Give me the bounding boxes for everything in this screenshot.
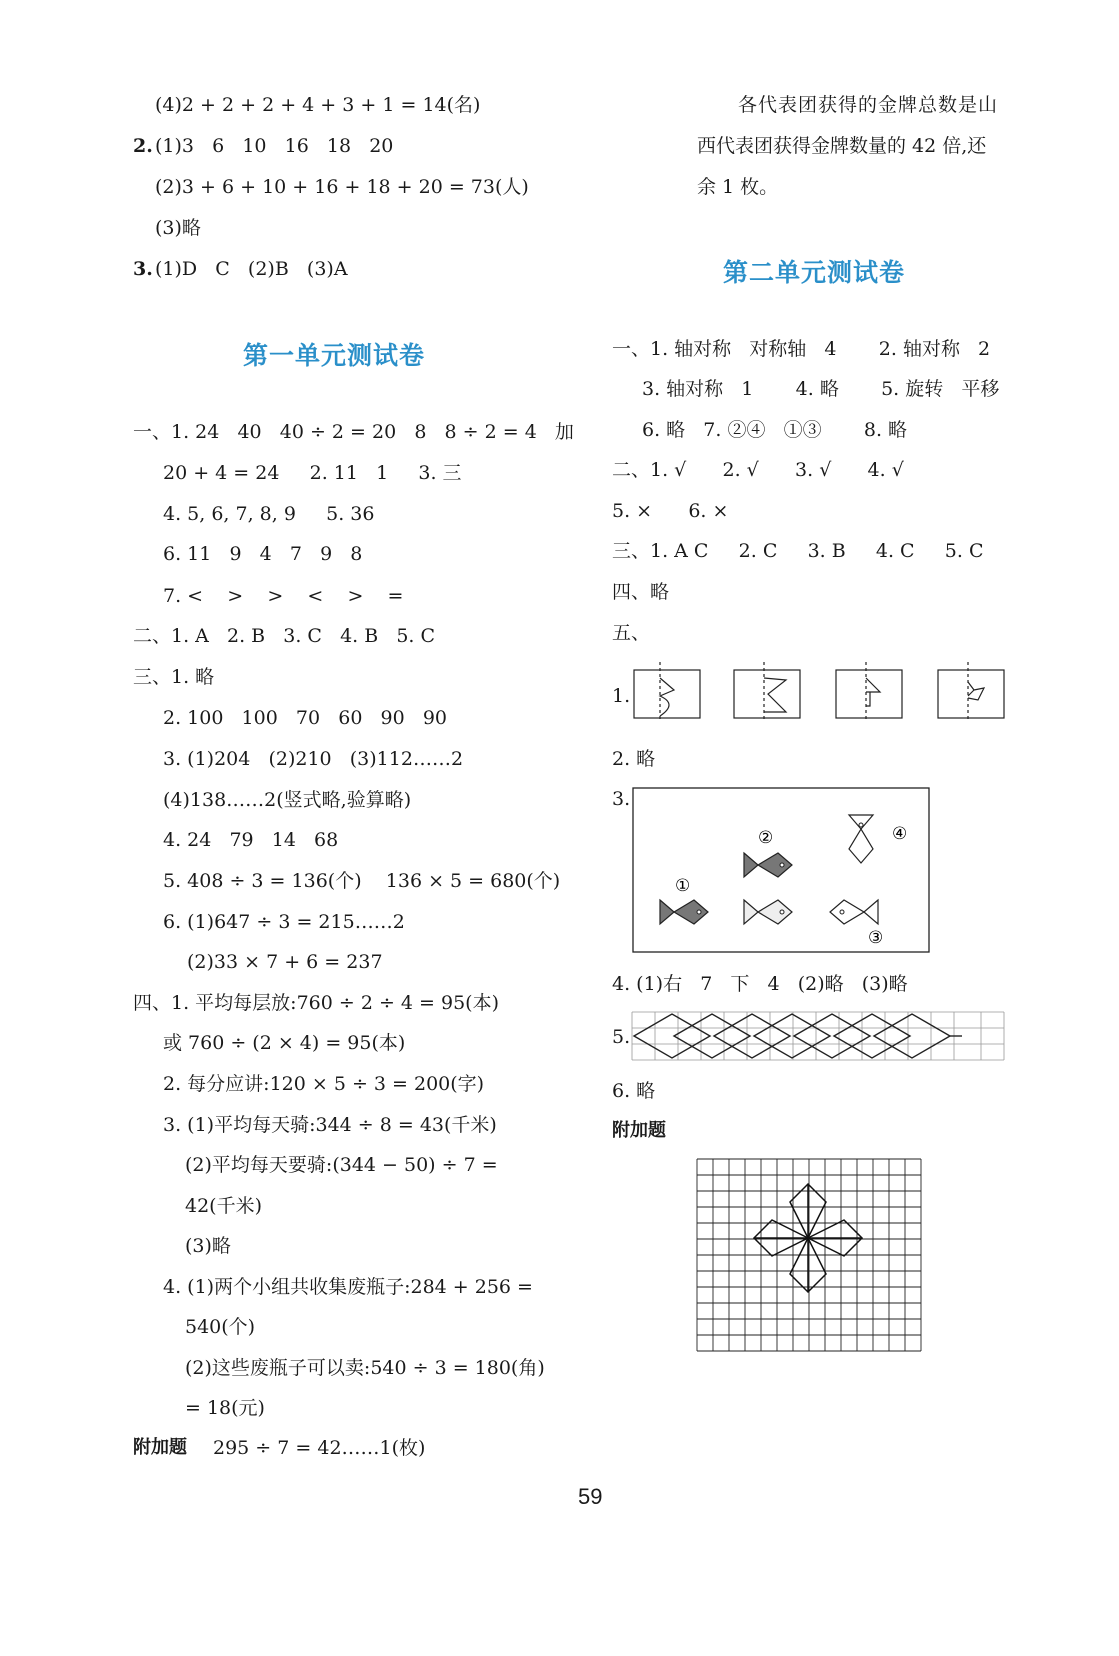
fish-4 bbox=[849, 815, 873, 863]
answer-line: 3. (1)204 (2)210 (3)112……2 bbox=[163, 748, 464, 770]
answer-line: 6. 略 bbox=[612, 1080, 656, 1102]
symmetry-figures bbox=[630, 660, 1010, 722]
fish-label: ① bbox=[675, 876, 691, 896]
answer-line: 3. bbox=[612, 788, 631, 810]
bonus-grid-figure bbox=[696, 1158, 922, 1352]
figure-shape bbox=[764, 678, 786, 712]
answer-line: 西代表团获得金牌数量的 42 倍,还 bbox=[697, 135, 987, 157]
bonus-label: 附加题 bbox=[612, 1120, 666, 1141]
answer-line: 3. 轴对称 1 4. 略 5. 旋转 平移 bbox=[642, 378, 1000, 400]
answer-line: 5. × 6. × bbox=[612, 500, 729, 522]
answer-line: 5. 408 ÷ 3 = 136(个) 136 × 5 = 680(个) bbox=[163, 870, 561, 892]
answer-line: 2. 每分应讲:120 × 5 ÷ 3 = 200(字) bbox=[163, 1073, 485, 1095]
figure-box bbox=[938, 670, 1004, 718]
answer-line: 各代表团获得的金牌总数是山 bbox=[738, 94, 999, 116]
answer-line: 4. (1)两个小组共收集废瓶子:284 + 256 = bbox=[163, 1276, 533, 1298]
fish-2-image bbox=[744, 900, 792, 924]
answer-line: 295 ÷ 7 = 42……1(枚) bbox=[213, 1437, 426, 1459]
answer-line: 6. 11 9 4 7 9 8 bbox=[163, 543, 363, 565]
fish-figure bbox=[632, 787, 930, 953]
figure-shape bbox=[866, 678, 880, 706]
fish-label: ④ bbox=[892, 824, 908, 844]
answer-line: (2)33 × 7 + 6 = 237 bbox=[187, 951, 383, 973]
answer-line: 6. (1)647 ÷ 3 = 215……2 bbox=[163, 911, 405, 933]
answer-line: (4)138……2(竖式略,验算略) bbox=[163, 789, 412, 811]
answer-line: (3)略 bbox=[155, 217, 201, 239]
answer-line: 4. 24 79 14 68 bbox=[163, 829, 339, 851]
answer-line: (2)平均每天要骑:(344 − 50) ÷ 7 = bbox=[185, 1154, 498, 1176]
answer-line: 三、1. A C 2. C 3. B 4. C 5. C bbox=[612, 540, 984, 562]
bonus-label: 附加题 bbox=[133, 1437, 187, 1458]
rhombus-pattern bbox=[632, 1012, 1006, 1060]
unit2-title: 第二单元测试卷 bbox=[723, 258, 906, 287]
fish-3 bbox=[830, 900, 878, 924]
answer-line: 3. (1)平均每天骑:344 ÷ 8 = 43(千米) bbox=[163, 1114, 497, 1136]
answer-line: 4. 5, 6, 7, 8, 9 5. 36 bbox=[163, 503, 375, 525]
answer-line: 2. 略 bbox=[612, 748, 656, 770]
question-number: 3. bbox=[133, 258, 153, 280]
answer-line: 4. (1)右 7 下 4 (2)略 (3)略 bbox=[612, 973, 908, 995]
answer-line: = 18(元) bbox=[185, 1397, 265, 1419]
figure-shape bbox=[968, 682, 984, 700]
unit1-title: 第一单元测试卷 bbox=[243, 341, 426, 370]
answer-line: 五、 bbox=[612, 622, 651, 644]
figure-box bbox=[836, 670, 902, 718]
answer-line: 42(千米) bbox=[185, 1195, 263, 1217]
answer-line: 5. bbox=[612, 1026, 631, 1048]
answer-line: 7. < > > < > = bbox=[163, 585, 404, 607]
answer-line: 三、1. 略 bbox=[133, 666, 215, 688]
answer-line: 或 760 ÷ (2 × 4) = 95(本) bbox=[163, 1032, 406, 1054]
answer-line: 一、1. 轴对称 对称轴 4 2. 轴对称 2 bbox=[612, 338, 991, 360]
answer-line: (1)D C (2)B (3)A bbox=[155, 258, 348, 280]
answer-line: 540(个) bbox=[185, 1316, 256, 1338]
answer-line: 二、1. A 2. B 3. C 4. B 5. C bbox=[133, 625, 436, 647]
fish-2 bbox=[744, 853, 792, 877]
figure-shape bbox=[660, 678, 674, 716]
figure-box bbox=[734, 670, 800, 718]
answer-line: 余 1 枚。 bbox=[697, 176, 779, 198]
answer-line: (2)这些废瓶子可以卖:540 ÷ 3 = 180(角) bbox=[185, 1357, 545, 1379]
question-number: 2. bbox=[133, 135, 153, 157]
answer-line: 四、略 bbox=[612, 581, 670, 603]
fish-label: ③ bbox=[868, 928, 884, 948]
answer-line: (4)2 + 2 + 2 + 4 + 3 + 1 = 14(名) bbox=[155, 94, 481, 116]
answer-line: 四、1. 平均每层放:760 ÷ 2 ÷ 4 = 95(本) bbox=[133, 992, 500, 1014]
answer-line: 一、1. 24 40 40 ÷ 2 = 20 8 8 ÷ 2 = 4 加 bbox=[133, 421, 574, 443]
answer-line: (1)3 6 10 16 18 20 bbox=[155, 135, 394, 157]
answer-line: (2)3 + 6 + 10 + 16 + 18 + 20 = 73(人) bbox=[155, 176, 529, 198]
answer-line: 1. bbox=[612, 685, 631, 707]
answer-line: 2. 100 100 70 60 90 90 bbox=[163, 707, 447, 729]
answer-line: 二、1. √ 2. √ 3. √ 4. √ bbox=[612, 459, 904, 481]
answer-line: 6. 略 7. ②④ ①③ 8. 略 bbox=[642, 419, 908, 441]
answer-line: 20 + 4 = 24 2. 11 1 3. 三 bbox=[163, 462, 462, 484]
page-number: 59 bbox=[578, 1484, 603, 1509]
answer-line: (3)略 bbox=[185, 1235, 231, 1257]
fish-label: ② bbox=[758, 828, 774, 848]
